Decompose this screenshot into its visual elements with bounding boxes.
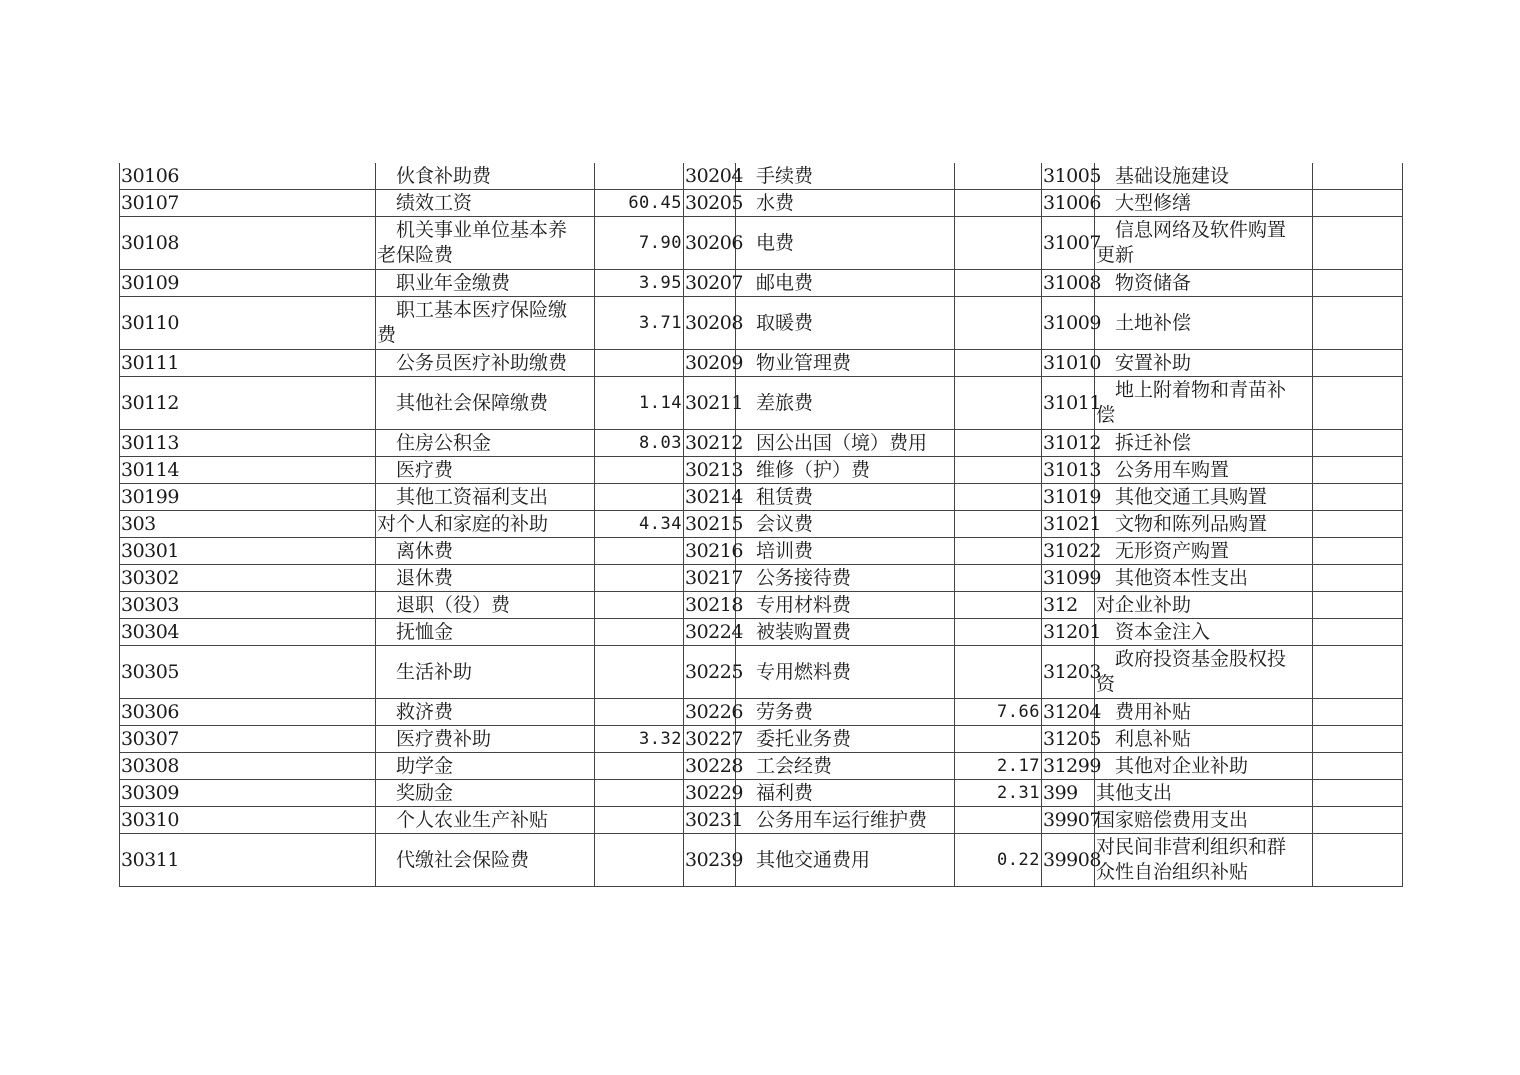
item-amount	[595, 619, 684, 646]
item-code: 30308	[120, 753, 376, 780]
item-amount: 4.34	[595, 511, 684, 538]
item-amount	[1313, 834, 1403, 887]
table-row	[120, 484, 1403, 511]
item-name: 拆迁补偿	[1095, 430, 1313, 457]
item-code: 30305	[120, 646, 376, 699]
item-code: 31013	[1042, 457, 1095, 484]
item-name: 对个人和家庭的补助	[376, 511, 595, 538]
item-name: 培训费	[736, 538, 955, 565]
item-name-line-2: 更新	[1096, 244, 1135, 266]
item-name: 其他社会保障缴费	[376, 377, 595, 430]
item-name: 公务接待费	[736, 565, 955, 592]
table-row	[120, 377, 1403, 430]
item-name: 伙食补助费	[376, 163, 595, 190]
item-code: 30302	[120, 565, 376, 592]
item-amount: 3.32	[595, 726, 684, 753]
item-code: 30114	[120, 457, 376, 484]
item-code: 30217	[684, 565, 736, 592]
item-code: 30207	[684, 270, 736, 297]
table-row	[120, 753, 1403, 780]
item-name: 工会经费	[736, 753, 955, 780]
item-amount	[955, 350, 1042, 377]
table-row	[120, 699, 1403, 726]
item-amount	[1313, 270, 1403, 297]
item-name: 其他交通工具购置	[1095, 484, 1313, 511]
item-amount	[595, 484, 684, 511]
item-amount	[595, 457, 684, 484]
item-name: 公务用车购置	[1095, 457, 1313, 484]
item-name: 会议费	[736, 511, 955, 538]
item-code: 30307	[120, 726, 376, 753]
item-amount	[955, 511, 1042, 538]
table-row	[120, 430, 1403, 457]
item-name: 土地补偿	[1095, 297, 1313, 350]
table-row	[120, 592, 1403, 619]
item-code: 30311	[120, 834, 376, 887]
item-name-line-2: 费	[377, 324, 397, 346]
item-name: 物业管理费	[736, 350, 955, 377]
item-name	[376, 297, 595, 350]
table-row	[120, 297, 1403, 350]
item-amount: 2.17	[955, 753, 1042, 780]
item-code: 31203	[1042, 646, 1095, 699]
item-amount	[955, 592, 1042, 619]
item-amount	[955, 726, 1042, 753]
item-name: 其他资本性支出	[1095, 565, 1313, 592]
item-name: 其他工资福利支出	[376, 484, 595, 511]
item-name	[1095, 834, 1313, 887]
table-row	[120, 457, 1403, 484]
item-code: 31099	[1042, 565, 1095, 592]
item-amount: 2.31	[955, 780, 1042, 807]
item-name: 公务用车运行维护费	[736, 807, 955, 834]
item-amount	[595, 780, 684, 807]
item-name	[1095, 646, 1313, 699]
item-code: 30113	[120, 430, 376, 457]
item-amount	[955, 807, 1042, 834]
item-code: 31012	[1042, 430, 1095, 457]
item-name: 其他对企业补助	[1095, 753, 1313, 780]
item-name: 劳务费	[736, 699, 955, 726]
item-name: 个人农业生产补贴	[376, 807, 595, 834]
item-code: 30225	[684, 646, 736, 699]
item-name-line-1: 职工基本医疗保险缴	[396, 299, 568, 321]
item-amount	[955, 430, 1042, 457]
item-name: 基础设施建设	[1095, 163, 1313, 190]
item-amount	[595, 646, 684, 699]
item-name: 无形资产购置	[1095, 538, 1313, 565]
item-code: 31299	[1042, 753, 1095, 780]
item-name: 救济费	[376, 699, 595, 726]
item-code: 30211	[684, 377, 736, 430]
item-amount	[955, 619, 1042, 646]
table-row	[120, 726, 1403, 753]
item-code: 30239	[684, 834, 736, 887]
item-amount	[595, 834, 684, 887]
item-code: 31005	[1042, 163, 1095, 190]
item-amount	[1313, 565, 1403, 592]
item-amount	[1313, 753, 1403, 780]
item-name: 助学金	[376, 753, 595, 780]
item-code: 30209	[684, 350, 736, 377]
item-amount: 3.95	[595, 270, 684, 297]
table-row	[120, 511, 1403, 538]
item-code: 30301	[120, 538, 376, 565]
item-name: 手续费	[736, 163, 955, 190]
item-code: 30204	[684, 163, 736, 190]
item-code: 30226	[684, 699, 736, 726]
item-amount: 7.90	[595, 217, 684, 270]
item-name: 离休费	[376, 538, 595, 565]
item-name: 费用补贴	[1095, 699, 1313, 726]
item-name-line-1: 政府投资基金股权投	[1115, 648, 1287, 670]
item-amount	[955, 217, 1042, 270]
item-amount: 0.22	[955, 834, 1042, 887]
item-code: 30110	[120, 297, 376, 350]
table-row	[120, 565, 1403, 592]
item-name: 生活补助	[376, 646, 595, 699]
item-amount	[955, 646, 1042, 699]
item-name: 职业年金缴费	[376, 270, 595, 297]
item-code: 30229	[684, 780, 736, 807]
item-name: 医疗费	[376, 457, 595, 484]
item-amount	[595, 163, 684, 190]
table-row	[120, 834, 1403, 887]
item-name: 因公出国（境）费用	[736, 430, 955, 457]
item-name: 利息补贴	[1095, 726, 1313, 753]
item-code: 30109	[120, 270, 376, 297]
item-name: 抚恤金	[376, 619, 595, 646]
item-amount	[1313, 457, 1403, 484]
item-name: 退休费	[376, 565, 595, 592]
item-code: 31006	[1042, 190, 1095, 217]
item-amount	[955, 190, 1042, 217]
item-name: 被装购置费	[736, 619, 955, 646]
item-amount	[955, 163, 1042, 190]
expenditure-table	[119, 163, 1403, 887]
table-row	[120, 646, 1403, 699]
item-name: 委托业务费	[736, 726, 955, 753]
item-name: 专用材料费	[736, 592, 955, 619]
item-code: 30231	[684, 807, 736, 834]
item-code: 31204	[1042, 699, 1095, 726]
item-code: 30310	[120, 807, 376, 834]
table-row	[120, 538, 1403, 565]
item-code: 31007	[1042, 217, 1095, 270]
item-amount	[595, 538, 684, 565]
item-code: 31201	[1042, 619, 1095, 646]
item-amount	[955, 377, 1042, 430]
item-name: 绩效工资	[376, 190, 595, 217]
item-name: 其他交通费用	[736, 834, 955, 887]
item-name: 文物和陈列品购置	[1095, 511, 1313, 538]
item-code: 31010	[1042, 350, 1095, 377]
item-code: 30218	[684, 592, 736, 619]
item-amount	[595, 807, 684, 834]
item-amount	[955, 538, 1042, 565]
item-name: 取暖费	[736, 297, 955, 350]
item-name: 退职（役）费	[376, 592, 595, 619]
item-amount	[1313, 538, 1403, 565]
item-code: 30108	[120, 217, 376, 270]
item-amount	[1313, 807, 1403, 834]
item-amount	[955, 297, 1042, 350]
item-amount	[1313, 646, 1403, 699]
item-name: 水费	[736, 190, 955, 217]
item-name: 物资储备	[1095, 270, 1313, 297]
item-name: 福利费	[736, 780, 955, 807]
item-amount	[1313, 511, 1403, 538]
item-code: 30303	[120, 592, 376, 619]
item-name: 公务员医疗补助缴费	[376, 350, 595, 377]
item-name: 代缴社会保险费	[376, 834, 595, 887]
item-amount	[955, 457, 1042, 484]
item-amount	[595, 565, 684, 592]
item-code: 399	[1042, 780, 1095, 807]
item-amount	[1313, 726, 1403, 753]
item-amount: 3.71	[595, 297, 684, 350]
item-name: 电费	[736, 217, 955, 270]
item-name: 其他支出	[1095, 780, 1313, 807]
item-name: 维修（护）费	[736, 457, 955, 484]
item-amount	[955, 484, 1042, 511]
item-code: 30224	[684, 619, 736, 646]
item-name: 租赁费	[736, 484, 955, 511]
item-amount	[1313, 699, 1403, 726]
item-code: 30208	[684, 297, 736, 350]
item-code: 31019	[1042, 484, 1095, 511]
item-name-line-2: 偿	[1096, 404, 1116, 426]
item-amount	[1313, 484, 1403, 511]
item-code: 30304	[120, 619, 376, 646]
item-name	[376, 217, 595, 270]
item-amount	[955, 565, 1042, 592]
table-row	[120, 190, 1403, 217]
item-name: 住房公积金	[376, 430, 595, 457]
item-code: 30107	[120, 190, 376, 217]
table-row	[120, 807, 1403, 834]
item-amount: 1.14	[595, 377, 684, 430]
item-name	[1095, 377, 1313, 430]
item-name: 对企业补助	[1095, 592, 1313, 619]
item-amount	[595, 753, 684, 780]
item-name-line-1: 信息网络及软件购置	[1115, 219, 1287, 241]
item-amount	[1313, 163, 1403, 190]
table-row	[120, 217, 1403, 270]
item-code: 30111	[120, 350, 376, 377]
item-name: 安置补助	[1095, 350, 1313, 377]
item-name: 邮电费	[736, 270, 955, 297]
item-code: 30199	[120, 484, 376, 511]
item-code: 30212	[684, 430, 736, 457]
table-row	[120, 350, 1403, 377]
item-amount	[1313, 619, 1403, 646]
item-amount	[1313, 350, 1403, 377]
item-name: 国家赔偿费用支出	[1095, 807, 1313, 834]
item-amount	[595, 592, 684, 619]
item-code: 30215	[684, 511, 736, 538]
item-amount	[595, 699, 684, 726]
item-amount	[1313, 430, 1403, 457]
item-code: 30306	[120, 699, 376, 726]
item-amount: 7.66	[955, 699, 1042, 726]
item-code: 30112	[120, 377, 376, 430]
item-name: 专用燃料费	[736, 646, 955, 699]
item-amount	[595, 350, 684, 377]
item-code: 30216	[684, 538, 736, 565]
table-row	[120, 619, 1403, 646]
item-code: 31021	[1042, 511, 1095, 538]
item-name-line-2: 资	[1096, 673, 1116, 695]
item-code: 31011	[1042, 377, 1095, 430]
item-amount	[1313, 592, 1403, 619]
item-code: 39907	[1042, 807, 1095, 834]
item-code: 30214	[684, 484, 736, 511]
item-name-line-1: 地上附着物和青苗补	[1115, 379, 1287, 401]
item-name-line-2: 老保险费	[377, 244, 454, 266]
item-name: 差旅费	[736, 377, 955, 430]
item-amount	[1313, 377, 1403, 430]
table-row	[120, 270, 1403, 297]
item-code: 31008	[1042, 270, 1095, 297]
item-code: 30227	[684, 726, 736, 753]
item-code: 31205	[1042, 726, 1095, 753]
item-name-line-2: 众性自治组织补贴	[1096, 861, 1249, 883]
item-name: 奖励金	[376, 780, 595, 807]
item-name	[1095, 217, 1313, 270]
table-row	[120, 163, 1403, 190]
item-amount	[1313, 297, 1403, 350]
item-amount	[955, 270, 1042, 297]
item-amount: 60.45	[595, 190, 684, 217]
item-name: 医疗费补助	[376, 726, 595, 753]
item-code: 39908	[1042, 834, 1095, 887]
item-code: 303	[120, 511, 376, 538]
item-amount: 8.03	[595, 430, 684, 457]
item-name-line-1: 对民间非营利组织和群	[1096, 836, 1287, 858]
item-code: 31009	[1042, 297, 1095, 350]
item-name: 资本金注入	[1095, 619, 1313, 646]
item-code: 30309	[120, 780, 376, 807]
item-amount	[1313, 190, 1403, 217]
item-code: 30205	[684, 190, 736, 217]
table-row	[120, 780, 1403, 807]
item-code: 30213	[684, 457, 736, 484]
item-amount	[1313, 780, 1403, 807]
item-name-line-1: 机关事业单位基本养	[396, 219, 568, 241]
item-code: 312	[1042, 592, 1095, 619]
item-name: 大型修缮	[1095, 190, 1313, 217]
item-amount	[1313, 217, 1403, 270]
item-code: 30228	[684, 753, 736, 780]
item-code: 31022	[1042, 538, 1095, 565]
item-code: 30106	[120, 163, 376, 190]
item-code: 30206	[684, 217, 736, 270]
